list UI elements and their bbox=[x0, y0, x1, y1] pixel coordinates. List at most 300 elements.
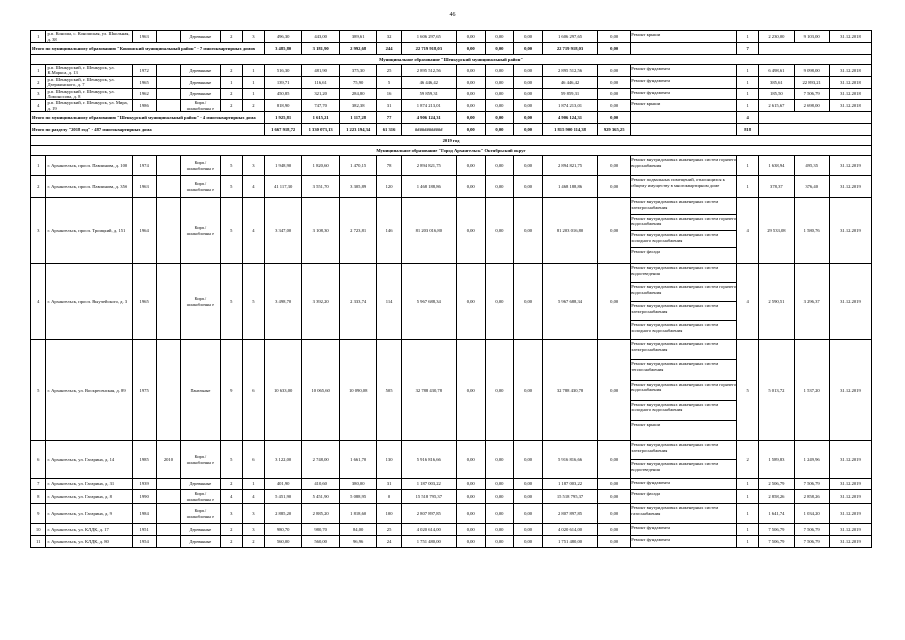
cell-addr: г. Архангельск, просп. Павлинова, д. 35б bbox=[46, 176, 132, 198]
cell-p1: 7 506,79 bbox=[759, 524, 794, 536]
cell-date: 31.12.2019 bbox=[829, 441, 871, 479]
cell-addr: г. Архангельск, ул. КЛДК, д. 17 bbox=[46, 524, 132, 536]
cell-y2 bbox=[156, 504, 180, 524]
total-cost: 22 719 918,03 bbox=[401, 43, 456, 55]
cell-own: 81 203 016,80 bbox=[542, 198, 597, 264]
cell-year: 1990 bbox=[132, 490, 156, 504]
cell-ent: 4 bbox=[242, 198, 264, 264]
cell-y2: 2010 bbox=[156, 441, 180, 479]
cell-date: 31.12.2018 bbox=[829, 76, 871, 88]
cell-ent: 3 bbox=[242, 31, 264, 43]
cell-z2: 0,00 bbox=[485, 340, 514, 441]
cell-work-types bbox=[631, 524, 737, 536]
total-a3: 1 223 194,34 bbox=[339, 124, 377, 136]
cell-a1: 980,70 bbox=[264, 524, 302, 536]
cell-a2: 3 551,70 bbox=[302, 176, 340, 198]
mo-total-row bbox=[31, 112, 872, 124]
total-z1: 0,00 bbox=[456, 43, 485, 55]
work-type: Ремонт внутридомовых инженерных систем теплоснабжения bbox=[631, 360, 736, 380]
cell-u: 2 bbox=[737, 441, 759, 479]
cell-z4: 0,00 bbox=[598, 536, 631, 548]
cell-y2 bbox=[156, 176, 180, 198]
cell-p2: 3 296,37 bbox=[794, 264, 829, 340]
total-a2: 1 330 073,13 bbox=[302, 124, 340, 136]
cell-date: 31.12.2018 bbox=[829, 100, 871, 112]
cell-a1: 3 347,00 bbox=[264, 198, 302, 264]
cell-a2: 1 820,60 bbox=[302, 156, 340, 176]
cell-n: 2 bbox=[31, 76, 46, 88]
cell-z1: 0,00 bbox=[456, 76, 485, 88]
cell-wall: Деревянные bbox=[181, 524, 221, 536]
cell-z4: 0,00 bbox=[598, 441, 631, 479]
cell-cost: 2 895 512,56 bbox=[401, 65, 456, 77]
work-type: Ремонт внутридомовых инженерных систем электроснабжения bbox=[631, 198, 736, 215]
cell-own: 1 606 297,65 bbox=[542, 31, 597, 43]
cell-work-types bbox=[631, 76, 737, 88]
cell-a3: 1 818,60 bbox=[339, 504, 377, 524]
cell-res: 146 bbox=[377, 198, 401, 264]
cell-p2: 1 580,76 bbox=[794, 198, 829, 264]
cell-fl: 5 bbox=[220, 176, 242, 198]
cell-date: 31.12.2019 bbox=[829, 479, 871, 490]
cell-a2: 2 748,00 bbox=[302, 441, 340, 479]
cell-res: 25 bbox=[377, 65, 401, 77]
cell-a1: 450,85 bbox=[264, 88, 302, 100]
cell-date: 31.12.2018 bbox=[829, 31, 871, 43]
cell-n: 4 bbox=[31, 264, 46, 340]
cell-addr: г. Архангельск, просп. Павлинова, д. 100 bbox=[46, 156, 132, 176]
cell-z3: 0,00 bbox=[514, 479, 543, 490]
cell-u: 1 bbox=[737, 100, 759, 112]
cell-wall: Деревянные bbox=[181, 76, 221, 88]
cell-res: 32 bbox=[377, 31, 401, 43]
cell-own: 2 807 897,85 bbox=[542, 504, 597, 524]
cell-addr: р.п. Шенкурский, г. Шенкурск, ул. Мира, д. 19 bbox=[46, 100, 132, 112]
cell-a1: 401,90 bbox=[264, 479, 302, 490]
cell-z1: 0,00 bbox=[456, 536, 485, 548]
cell-fl: 2 bbox=[220, 31, 242, 43]
cell-res: 120 bbox=[377, 176, 401, 198]
cell-ent: 3 bbox=[242, 504, 264, 524]
cell-p2: 7 506,79 bbox=[794, 536, 829, 548]
cell-a3: 3 305,89 bbox=[339, 176, 377, 198]
cell-addr: р.п. Шенкурский, г. Шенкурск, ул. К.Маркса, д. 13 bbox=[46, 65, 132, 77]
cell-wall: Деревянные bbox=[181, 65, 221, 77]
mo-title bbox=[31, 146, 872, 156]
cell-wall: Кирп./ шлакоблочны е bbox=[181, 100, 221, 112]
cell-wall: Панельные bbox=[181, 340, 221, 441]
cell-n: 3 bbox=[31, 88, 46, 100]
cell-cost: 1 187 003,22 bbox=[401, 479, 456, 490]
total-res: 77 bbox=[377, 112, 401, 124]
cell-res: 78 bbox=[377, 156, 401, 176]
work-type: Ремонт крыши bbox=[631, 422, 661, 427]
table-row bbox=[31, 176, 872, 198]
cell-z4: 0,00 bbox=[598, 156, 631, 176]
cell-z2: 0,00 bbox=[485, 76, 514, 88]
work-type: Ремонт крыши bbox=[631, 32, 661, 37]
cell-z3: 0,00 bbox=[514, 176, 543, 198]
cell-own: 1 751 480,00 bbox=[542, 536, 597, 548]
cell-a3: 1 470,15 bbox=[339, 156, 377, 176]
total-a3: 1 117,28 bbox=[339, 112, 377, 124]
work-type: Ремонт внутридомовых инженерных систем газоснабжения bbox=[631, 505, 719, 516]
cell-year: 1963 bbox=[132, 31, 156, 43]
cell-wall: Кирп./ шлакоблочны е bbox=[181, 504, 221, 524]
cell-z1: 0,00 bbox=[456, 88, 485, 100]
total-label: Итого по муниципальному образованию "Коношский муниципальный район" - 7 многоквартирных домов bbox=[31, 43, 265, 55]
cell-n: 11 bbox=[31, 536, 46, 548]
cell-y2 bbox=[156, 479, 180, 490]
cell-wall: Деревянные bbox=[181, 536, 221, 548]
cell-cost: 1 751 480,00 bbox=[401, 536, 456, 548]
cell-z4: 0,00 bbox=[598, 479, 631, 490]
cell-p2: 2 698,00 bbox=[794, 100, 829, 112]
total-own: 22 719 918,03 bbox=[542, 43, 597, 55]
cell-ent: 2 bbox=[242, 536, 264, 548]
table-row bbox=[31, 100, 872, 112]
cell-date: 31.12.2019 bbox=[829, 340, 871, 441]
cell-work-types bbox=[631, 100, 737, 112]
page-number: 46 bbox=[449, 12, 456, 18]
cell-p1: 378,37 bbox=[759, 176, 794, 198]
cell-y2 bbox=[156, 536, 180, 548]
cell-z1: 0,00 bbox=[456, 100, 485, 112]
cell-a1: 139,71 bbox=[264, 76, 302, 88]
cell-z2: 0,00 bbox=[485, 156, 514, 176]
cell-a1: 818,90 bbox=[264, 100, 302, 112]
cell-cost: 1 468 188,86 bbox=[401, 176, 456, 198]
cell-a2: 3 108,30 bbox=[302, 198, 340, 264]
cell-year: 1964 bbox=[132, 198, 156, 264]
cell-z3: 0,00 bbox=[514, 264, 543, 340]
total-blank bbox=[631, 124, 737, 136]
cell-addr: г. Архангельск, ул. Гагарина, д. 9 bbox=[46, 504, 132, 524]
cell-z3: 0,00 bbox=[514, 31, 543, 43]
cell-z1: 0,00 bbox=[456, 524, 485, 536]
total-a3: 2 992,68 bbox=[339, 43, 377, 55]
cell-z1: 0,00 bbox=[456, 65, 485, 77]
table-row bbox=[31, 479, 872, 490]
cell-z3: 0,00 bbox=[514, 156, 543, 176]
cell-a3: 5 088,95 bbox=[339, 490, 377, 504]
cell-p2: 9 103,00 bbox=[794, 31, 829, 43]
cell-year: 1963 bbox=[132, 176, 156, 198]
cell-p2: 7 506,79 bbox=[794, 88, 829, 100]
mo-total-row bbox=[31, 43, 872, 55]
total-z1: 0,00 bbox=[456, 112, 485, 124]
cell-p2: 7 506,79 bbox=[794, 479, 829, 490]
cell-z1: 0,00 bbox=[456, 340, 485, 441]
cell-own: 2 894 821,75 bbox=[542, 156, 597, 176]
cell-p1: 6 498,61 bbox=[759, 65, 794, 77]
cell-z2: 0,00 bbox=[485, 198, 514, 264]
cell-ent: 1 bbox=[242, 88, 264, 100]
cell-fl: 5 bbox=[220, 441, 242, 479]
cell-a2: 747,70 bbox=[302, 100, 340, 112]
cell-wall: Деревянные bbox=[181, 479, 221, 490]
total-z2: 0,00 bbox=[485, 43, 514, 55]
cell-p1: 2 615,67 bbox=[759, 100, 794, 112]
cell-p2: 1 249,96 bbox=[794, 441, 829, 479]
cell-z3: 0,00 bbox=[514, 524, 543, 536]
total-res: 244 bbox=[377, 43, 401, 55]
work-type: Ремонт внутридомовых инженерных систем горячего водоснабжения bbox=[631, 215, 736, 232]
cell-z4: 0,00 bbox=[598, 88, 631, 100]
cell-ent: 5 bbox=[242, 264, 264, 340]
cell-ent: 1 bbox=[242, 65, 264, 77]
cell-z2: 0,00 bbox=[485, 504, 514, 524]
total-z2: 0,00 bbox=[485, 124, 514, 136]
cell-p2: 2 858,26 bbox=[794, 490, 829, 504]
work-type: Ремонт внутридомовых инженерных систем электроснабжения bbox=[631, 302, 736, 321]
cell-addr: г. Архангельск, ул. КЛДК, д. 80 bbox=[46, 536, 132, 548]
cell-date: 31.12.2019 bbox=[829, 536, 871, 548]
total-z4: 0,00 bbox=[598, 112, 631, 124]
cell-year: 1986 bbox=[132, 100, 156, 112]
cell-z2: 0,00 bbox=[485, 441, 514, 479]
cell-p1: 1 641,74 bbox=[759, 504, 794, 524]
cell-a1: 3 122,00 bbox=[264, 441, 302, 479]
total-cost: ############ bbox=[401, 124, 456, 136]
cell-a1: 5 451,90 bbox=[264, 490, 302, 504]
work-type: Ремонт фундамента bbox=[631, 525, 671, 531]
cell-u: 1 bbox=[737, 65, 759, 77]
cell-z3: 0,00 bbox=[514, 100, 543, 112]
table-row bbox=[31, 198, 872, 264]
cell-n: 1 bbox=[31, 156, 46, 176]
cell-fl: 5 bbox=[220, 156, 242, 176]
cell-cost: 2 807 897,85 bbox=[401, 504, 456, 524]
cell-wall: Кирп./ шлакоблочны е bbox=[181, 176, 221, 198]
cell-year: 1985 bbox=[132, 441, 156, 479]
table-row bbox=[31, 264, 872, 340]
total-z4: 0,00 bbox=[598, 43, 631, 55]
cell-a3: 2 723,81 bbox=[339, 198, 377, 264]
cell-z3: 0,00 bbox=[514, 340, 543, 441]
cell-z4: 0,00 bbox=[598, 176, 631, 198]
cell-y2 bbox=[156, 490, 180, 504]
cell-own: 1 187 003,22 bbox=[542, 479, 597, 490]
total-units: 818 bbox=[737, 124, 759, 136]
cell-n: 5 bbox=[31, 340, 46, 441]
cell-ent: 3 bbox=[242, 156, 264, 176]
cell-a3: 380,00 bbox=[339, 479, 377, 490]
work-type: Ремонт фундамента bbox=[631, 66, 671, 71]
cell-cost: 32 788 430,78 bbox=[401, 340, 456, 441]
cell-year: 1984 bbox=[132, 504, 156, 524]
cell-u: 1 bbox=[737, 31, 759, 43]
table-row bbox=[31, 65, 872, 77]
cell-a3: 382,38 bbox=[339, 100, 377, 112]
cell-wall: Кирп./ шлакоблочны е bbox=[181, 156, 221, 176]
cell-res: 31 bbox=[377, 100, 401, 112]
cell-work-types bbox=[631, 340, 737, 441]
cell-fl: 5 bbox=[220, 198, 242, 264]
total-z1: 0,00 bbox=[456, 124, 485, 136]
cell-own: 46 446,42 bbox=[542, 76, 597, 88]
cell-n: 3 bbox=[31, 198, 46, 264]
cell-res: 31 bbox=[377, 479, 401, 490]
cell-own: 5 916 816,66 bbox=[542, 441, 597, 479]
cell-p1: 2 506,79 bbox=[759, 479, 794, 490]
table-row bbox=[31, 524, 872, 536]
cell-res: 24 bbox=[377, 536, 401, 548]
cell-work-types bbox=[631, 88, 737, 100]
cell-u: 1 bbox=[737, 536, 759, 548]
cell-z3: 0,00 bbox=[514, 198, 543, 264]
total-a2: 3 181,90 bbox=[302, 43, 340, 55]
cell-date: 31.12.2018 bbox=[829, 65, 871, 77]
cell-cost: 4 020 614,00 bbox=[401, 524, 456, 536]
cell-y2 bbox=[156, 524, 180, 536]
cell-u: 1 bbox=[737, 76, 759, 88]
capital-repair-table bbox=[30, 30, 872, 548]
work-type: Ремонт фасада bbox=[631, 491, 661, 497]
cell-y2 bbox=[156, 31, 180, 43]
cell-cost: 5 967 688,34 bbox=[401, 264, 456, 340]
cell-p1: 5 013,72 bbox=[759, 340, 794, 441]
cell-u: 5 bbox=[737, 340, 759, 441]
cell-ent: 4 bbox=[242, 176, 264, 198]
cell-n: 1 bbox=[31, 65, 46, 77]
cell-cost: 1 606 297,65 bbox=[401, 31, 456, 43]
cell-a3: 10 090,08 bbox=[339, 340, 377, 441]
cell-cost: 5 916 816,66 bbox=[401, 441, 456, 479]
cell-y2 bbox=[156, 156, 180, 176]
cell-p2: 7 506,79 bbox=[794, 524, 829, 536]
work-type: Ремонт внутридомовых инженерных систем электроснабжения bbox=[631, 441, 736, 460]
cell-n: 9 bbox=[31, 504, 46, 524]
cell-year: 1962 bbox=[132, 88, 156, 100]
cell-a1: 41 117,30 bbox=[264, 176, 302, 198]
cell-ent: 2 bbox=[242, 100, 264, 112]
cell-year: 1939 bbox=[132, 479, 156, 490]
cell-date: 31.12.2018 bbox=[829, 88, 871, 100]
cell-z4: 0,00 bbox=[598, 504, 631, 524]
cell-a3: 84,00 bbox=[339, 524, 377, 536]
cell-cost: 59 859,31 bbox=[401, 88, 456, 100]
cell-addr: г. Архангельск, просп. Выучейского, д. 3 bbox=[46, 264, 132, 340]
total-a1: 3 485,80 bbox=[264, 43, 302, 55]
cell-own: 15 518 795,37 bbox=[542, 490, 597, 504]
total-own: 4 906 124,31 bbox=[542, 112, 597, 124]
cell-u: 4 bbox=[737, 198, 759, 264]
total-z3: 0,00 bbox=[514, 43, 543, 55]
total-cost: 4 906 124,31 bbox=[401, 112, 456, 124]
total-a2: 1 615,21 bbox=[302, 112, 340, 124]
cell-date: 31.12.2019 bbox=[829, 504, 871, 524]
cell-z3: 0,00 bbox=[514, 441, 543, 479]
cell-work-types bbox=[631, 198, 737, 264]
work-type: Ремонт подвальных помещений, относящихся к общему имуществу в многоквартирном доме bbox=[631, 177, 725, 188]
total-units: 7 bbox=[737, 43, 759, 55]
work-type: Ремонт внутридомовых инженерных систем электроснабжения bbox=[631, 340, 736, 360]
cell-p2: 1 034,20 bbox=[794, 504, 829, 524]
cell-date: 31.12.2019 bbox=[829, 176, 871, 198]
cell-n: 6 bbox=[31, 441, 46, 479]
cell-z2: 0,00 bbox=[485, 536, 514, 548]
cell-z1: 0,00 bbox=[456, 490, 485, 504]
cell-a1: 560,00 bbox=[264, 536, 302, 548]
cell-n: 2 bbox=[31, 176, 46, 198]
cell-p2: 22 893,21 bbox=[794, 76, 829, 88]
cell-a1: 2 885,20 bbox=[264, 504, 302, 524]
cell-ent: 1 bbox=[242, 479, 264, 490]
cell-addr: г. Архангельск, просп. Троицкий, д. 151 bbox=[46, 198, 132, 264]
work-type: Ремонт фасада bbox=[631, 248, 661, 254]
cell-p2: 9 098,00 bbox=[794, 65, 829, 77]
cell-z3: 0,00 bbox=[514, 490, 543, 504]
cell-p1: 7 506,79 bbox=[759, 536, 794, 548]
cell-n: 8 bbox=[31, 490, 46, 504]
table-row bbox=[31, 441, 872, 479]
cell-p2: 376,40 bbox=[794, 176, 829, 198]
cell-work-types bbox=[631, 536, 737, 548]
total-z2: 0,00 bbox=[485, 112, 514, 124]
cell-res: 100 bbox=[377, 504, 401, 524]
cell-year: 1954 bbox=[132, 536, 156, 548]
cell-fl: 2 bbox=[220, 100, 242, 112]
cell-a3: 1 661,70 bbox=[339, 441, 377, 479]
cell-year: 1965 bbox=[132, 76, 156, 88]
cell-work-types bbox=[631, 441, 737, 479]
cell-p1: 185,50 bbox=[759, 88, 794, 100]
cell-p1: 1 638,94 bbox=[759, 156, 794, 176]
mo-title-text: Муниципальное образование "Шенкурский муниципальный район" bbox=[31, 55, 872, 65]
cell-u: 1 bbox=[737, 156, 759, 176]
cell-own: 1 468 188,86 bbox=[542, 176, 597, 198]
work-type: Ремонт внутридомовых инженерных систем горячего водоснабжения bbox=[631, 283, 736, 302]
cell-p1: 1 589,83 bbox=[759, 441, 794, 479]
cell-work-types bbox=[631, 490, 737, 504]
cell-n: 4 bbox=[31, 100, 46, 112]
table-row bbox=[31, 490, 872, 504]
cell-work-types bbox=[631, 156, 737, 176]
work-type: Ремонт внутридомовых инженерных систем холодного водоснабжения bbox=[631, 322, 719, 333]
cell-a2: 5 451,90 bbox=[302, 490, 340, 504]
cell-work-types bbox=[631, 65, 737, 77]
cell-fl: 1 bbox=[220, 76, 242, 88]
cell-ent: 3 bbox=[242, 524, 264, 536]
table-row bbox=[31, 536, 872, 548]
cell-cost: 15 518 795,37 bbox=[401, 490, 456, 504]
cell-p1: 385,61 bbox=[759, 76, 794, 88]
cell-z2: 0,00 bbox=[485, 88, 514, 100]
cell-a2: 980,70 bbox=[302, 524, 340, 536]
table-row bbox=[31, 88, 872, 100]
cell-p1: 2 590,51 bbox=[759, 264, 794, 340]
cell-work-types bbox=[631, 264, 737, 340]
cell-z4: 0,00 bbox=[598, 198, 631, 264]
cell-year: 1975 bbox=[132, 340, 156, 441]
cell-addr: г. Архангельск, ул. Гагарина, д. 31 bbox=[46, 479, 132, 490]
work-type: Ремонт фундамента bbox=[631, 77, 671, 83]
cell-z2: 0,00 bbox=[485, 100, 514, 112]
cell-addr: р.п. Шенкурский, г. Шенкурск, ул. Дзержинского, д. 7 bbox=[46, 76, 132, 88]
cell-z1: 0,00 bbox=[456, 264, 485, 340]
total-label: Итого по муниципальному образованию "Шенкурский муниципальный район" - 4 многоквартирных дома bbox=[31, 112, 265, 124]
cell-addr: р.п. Шенкурский, г. Шенкурск, ул. Ломоносова, д. 8 bbox=[46, 88, 132, 100]
cell-a1: 516,30 bbox=[264, 65, 302, 77]
cell-wall: Кирп./ шлакоблочны е bbox=[181, 441, 221, 479]
cell-u: 1 bbox=[737, 490, 759, 504]
cell-fl: 2 bbox=[220, 479, 242, 490]
cell-z4: 0,00 bbox=[598, 490, 631, 504]
cell-cost: 2 894 821,75 bbox=[401, 156, 456, 176]
work-type: Ремонт фундамента bbox=[631, 89, 671, 95]
total-blank bbox=[631, 112, 737, 124]
